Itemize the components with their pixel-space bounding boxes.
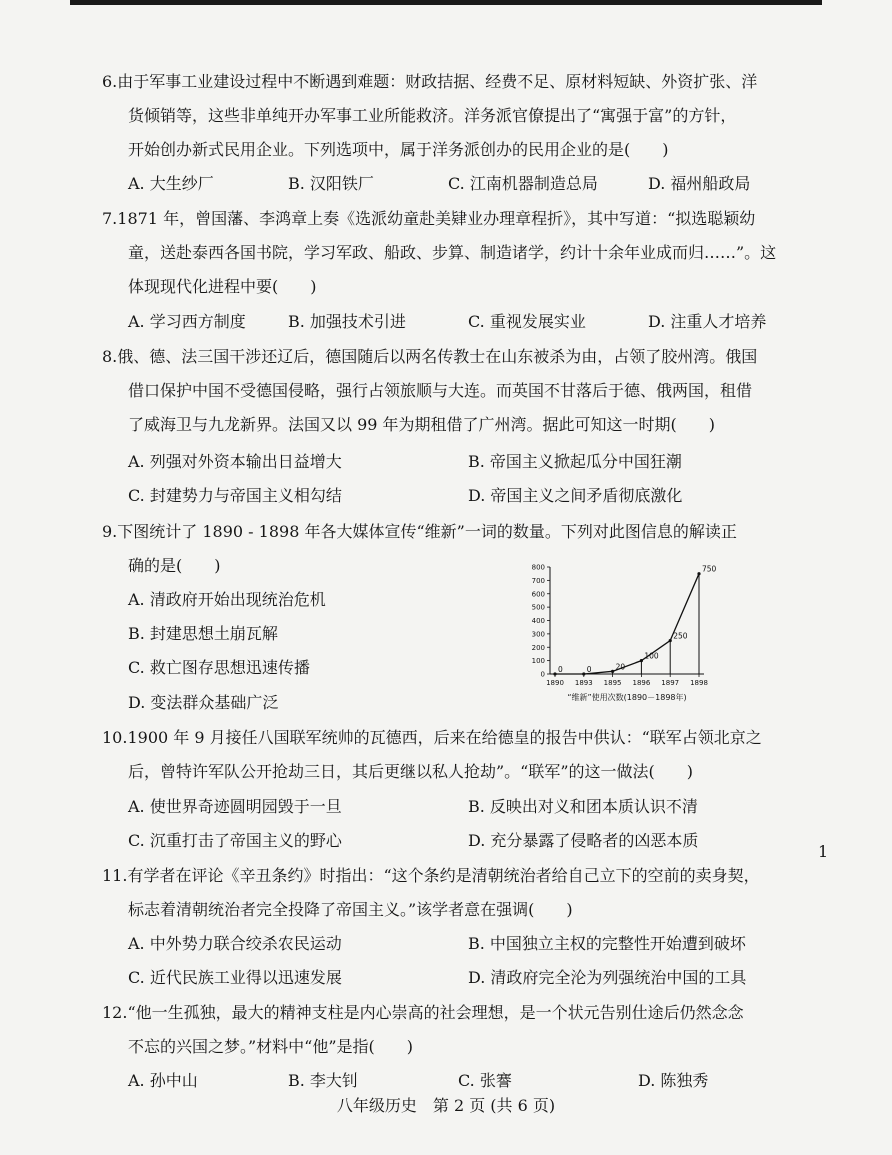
option-d[interactable]: D. 注重人才培养 (648, 312, 767, 331)
question-11-options-row2 (128, 967, 818, 989)
option-a[interactable]: A. 中外势力联合绞杀农民运动 (128, 934, 342, 953)
option-b[interactable]: B. 李大钊 (288, 1071, 358, 1090)
question-6-line: 货倾销等，这些非单纯开办军事工业所能救济。洋务派官僚提出了“寓强于富”的方针， (128, 106, 737, 125)
question-10-line: 10.1900 年 9 月接任八国联军统帅的瓦德西，后来在给德皇的报告中供认：“联军占领北京之 (102, 728, 762, 747)
data-label: 20 (615, 662, 626, 672)
y-tick-label: 0 (540, 670, 545, 679)
page-footer: 八年级历史 第 2 页 (共 6 页) (336, 1096, 556, 1115)
data-label: 100 (644, 651, 659, 661)
chart-caption: “维新”使用次数(1890－1898年) (567, 693, 687, 702)
option-b[interactable]: B. 帝国主义掀起瓜分中国狂潮 (468, 452, 682, 471)
y-tick-label: 200 (531, 643, 545, 652)
option-b[interactable]: B. 汉阳铁厂 (288, 174, 374, 193)
question-10-options-row2 (128, 830, 818, 852)
data-label: 0 (586, 665, 592, 674)
question-11-line: 标志着清朝统治者完全投降了帝国主义。”该学者意在强调( ) (128, 900, 573, 919)
option-a[interactable]: A. 孙中山 (128, 1071, 198, 1090)
y-tick-label: 800 (531, 563, 545, 572)
x-tick-label: 1893 (574, 679, 593, 687)
option-d[interactable]: D. 帝国主义之间矛盾彻底激化 (468, 486, 683, 505)
option-a[interactable]: A. 学习西方制度 (128, 312, 246, 331)
question-8-options-row2 (128, 485, 818, 507)
x-tick-label: 1898 (690, 679, 708, 687)
y-tick-label: 400 (531, 617, 545, 625)
series-line (555, 574, 699, 674)
y-tick-label: 300 (531, 630, 545, 639)
option-a[interactable]: A. 清政府开始出现统治危机 (128, 590, 326, 609)
data-label: 750 (702, 564, 717, 574)
option-d[interactable]: D. 变法群众基础广泛 (128, 693, 279, 712)
weixin-usage-chart (522, 562, 722, 707)
y-tick-label: 100 (531, 657, 545, 666)
x-tick-label: 1895 (603, 679, 622, 687)
data-point (669, 639, 672, 642)
y-tick-label: 600 (531, 590, 545, 599)
option-b[interactable]: B. 反映出对义和团本质认识不清 (468, 797, 698, 816)
option-a[interactable]: A. 使世界奇迹圆明园毁于一旦 (128, 797, 342, 816)
x-tick-label: 1896 (632, 679, 651, 687)
question-8-line: 8.俄、德、法三国干涉还辽后，德国随后以两名传教士在山东被杀为由，占领了胶州湾。俄国 (102, 347, 758, 366)
option-c[interactable]: C. 张謇 (458, 1071, 512, 1090)
question-7-line: 童，送赴泰西各国书院，学习军政、船政、步算、制造诸学，约计十余年业成而归……”。这 (128, 243, 777, 262)
data-label: 0 (558, 665, 563, 674)
option-a[interactable]: A. 大生纱厂 (128, 174, 214, 193)
option-d[interactable]: D. 充分暴露了侵略者的凶恶本质 (468, 831, 699, 850)
option-c[interactable]: C. 沉重打击了帝国主义的野心 (128, 831, 342, 850)
data-point (582, 672, 585, 675)
y-tick-label: 500 (531, 603, 545, 612)
option-b[interactable]: B. 封建思想土崩瓦解 (128, 624, 278, 643)
question-7-line: 体现现代化进程中要( ) (128, 277, 317, 296)
question-8-line: 了威海卫与九龙新界。法国又以 99 年为期租借了广州湾。据此可知这一时期( ) (128, 415, 716, 434)
option-c[interactable]: C. 近代民族工业得以迅速发展 (128, 968, 342, 987)
option-d[interactable]: D. 清政府完全沦为列强统治中国的工具 (468, 968, 747, 987)
data-point (611, 670, 614, 673)
option-b[interactable]: B. 加强技术引进 (288, 312, 406, 331)
option-c[interactable]: C. 救亡图存思想迅速传播 (128, 658, 310, 677)
question-8-line: 借口保护中国不受德国侵略，强行占领旅顺与大连。而英国不甘落后于德、俄两国，租借 (128, 381, 753, 400)
x-tick-label: 1897 (661, 679, 680, 687)
data-point (553, 672, 556, 675)
question-7-options (128, 311, 818, 333)
question-12-options (128, 1070, 818, 1092)
question-6-line: 6.由于军事工业建设过程中不断遇到难题：财政拮据、经费不足、原材料短缺、外资扩张、洋 (102, 72, 758, 91)
question-6-line: 开始创办新式民用企业。下列选项中，属于洋务派创办的民用企业的是( ) (128, 140, 669, 159)
option-d[interactable]: D. 福州船政局 (648, 174, 751, 193)
question-8-options-row1 (128, 451, 818, 473)
option-a[interactable]: A. 列强对外资本输出日益增大 (128, 452, 342, 471)
y-tick-label: 700 (531, 576, 545, 585)
question-6-options (128, 173, 818, 195)
option-c[interactable]: C. 重视发展实业 (468, 312, 586, 331)
data-label: 250 (673, 631, 688, 641)
option-b[interactable]: B. 中国独立主权的完整性开始遭到破坏 (468, 934, 746, 953)
side-mark: 1 (818, 842, 829, 861)
question-10-options-row1 (128, 796, 818, 818)
question-12-line: 12.“他一生孤独，最大的精神支柱是内心崇高的社会理想，是一个状元告别仕途后仍然念念 (102, 1003, 744, 1022)
question-10-line: 后，曾特许军队公开抢劫三日，其后更继以私人抢劫”。“联军”的这一做法( ) (128, 762, 694, 781)
option-d[interactable]: D. 陈独秀 (638, 1071, 709, 1090)
question-12-line: 不忘的兴国之梦。”材料中“他”是指( ) (128, 1037, 414, 1056)
question-11-options-row1 (128, 933, 818, 955)
question-7-line: 7.1871 年，曾国藩、李鸿章上奏《选派幼童赴美肄业办理章程折》，其中写道：“拟选聪颖幼 (102, 209, 756, 228)
option-c[interactable]: C. 封建势力与帝国主义相勾结 (128, 486, 342, 505)
option-c[interactable]: C. 江南机器制造总局 (448, 174, 598, 193)
top-border (70, 0, 822, 5)
data-point (697, 572, 700, 575)
question-9-line: 9.下图统计了 1890 - 1898 年各大媒体宣传“维新”一词的数量。下列对此图信息的解读正 (102, 522, 737, 541)
question-11-line: 11.有学者在评论《辛丑条约》时指出：“这个条约是清朝统治者给自己立下的空前的卖身契， (102, 866, 760, 885)
question-9-line: 确的是( ) (128, 556, 221, 575)
x-tick-label: 1890 (546, 679, 564, 687)
data-point (640, 659, 643, 662)
